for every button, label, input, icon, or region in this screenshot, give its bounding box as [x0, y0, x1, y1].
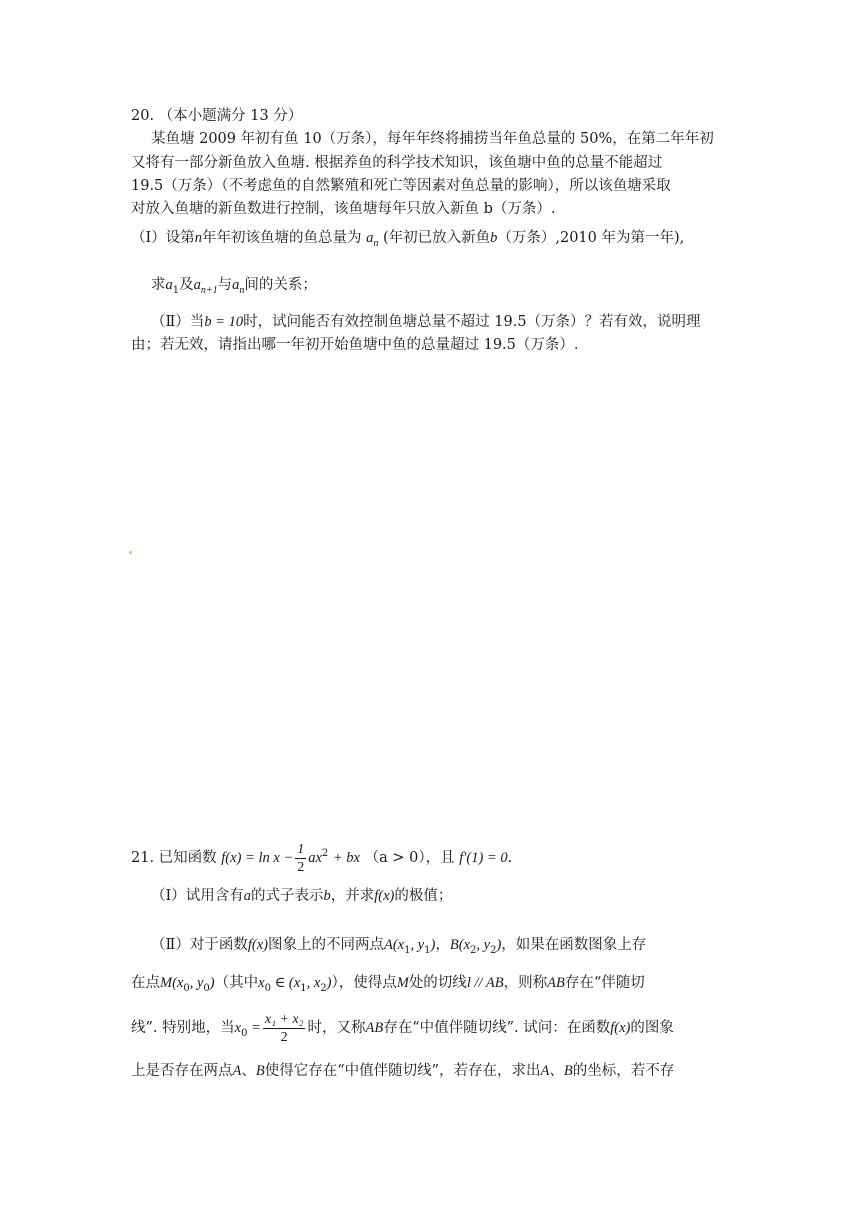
q20-part2-line-1: （Ⅱ）当b = 10时，试问能否有效控制鱼塘总量不超过 19.5（万条）？若有效，说明理 [151, 314, 701, 330]
q21-part2-line-2: 在点$M(x_0$, $y_0$)（其中$x_0$ ∈ ($x_1$, $x_2$)），使得点M处的切线l // AB，则称AB存在“伴随切 [131, 975, 645, 994]
q20-text-line-1: 某鱼塘 2009 年初有鱼 10（万条），每年年终将捕捞当年鱼总量的 50%，在第二年年初 [151, 131, 714, 147]
scan-speck [129, 551, 132, 554]
q21-part2-line-4: 上是否存在两点A、B使得它存在“中值伴随切线”，若存在，求出A、B的坐标，若不存 [131, 1063, 675, 1079]
q20-header: 20. （本小题满分 13 分） [131, 108, 303, 124]
q20-text-line-2: 又将有一部分新鱼放入鱼塘. 根据养鱼的科学技术知识，该鱼塘中鱼的总量不能超过 [131, 155, 663, 171]
q20-text-line-4: 对放入鱼塘的新鱼数进行控制，该鱼塘每年只放入新鱼 b（万条）. [131, 201, 556, 217]
fraction-one-half: $\frac{1}{2}$ [297, 841, 305, 875]
q20-part2-line-2: 由；若无效，请指出哪一年初开始鱼塘中鱼的总量超过 19.5（万条）. [131, 337, 579, 353]
q21-intro: 21. 已知函数 f(x) = ln x − $\frac{1}{2}$ $ax^2$ + bx （a > 0），且 f′(1) = 0. [131, 841, 513, 875]
q21-part1: （Ⅰ）试用含有a的式子表示b，并求f(x)的极值； [151, 888, 453, 904]
q21-part2-line-1: （Ⅱ）对于函数f(x)图象上的不同两点$A(x_1$, $y_1$)，$B(x_2$, $y_2$)，如果在函数图象上存 [151, 937, 647, 956]
q20-text-line-3: 19.5（万条）（不考虑鱼的自然繁殖和死亡等因素对鱼总量的影响），所以该鱼塘采取 [131, 178, 671, 194]
q21-part2-line-3: 线”. 特别地，当$x_0$ = $\frac{\text{x₁ + x₂}}{2}$ 时，又称AB存在“中值伴随切线”. 试问：在函数f(x)的图象 [131, 1011, 674, 1045]
q20-part1-line-1: （Ⅰ）设第n年年初该鱼塘的鱼总量为 $a_n$ (年初已放入新鱼b（万条）,2010 年为第一年), [131, 230, 685, 249]
q20-part1-line-2: 求$a_1$及$a_{n+1}$与$a_n$间的关系； [151, 277, 317, 296]
fraction-midpoint: $\frac{\text{x₁ + x₂}}{2}$ [264, 1011, 304, 1045]
